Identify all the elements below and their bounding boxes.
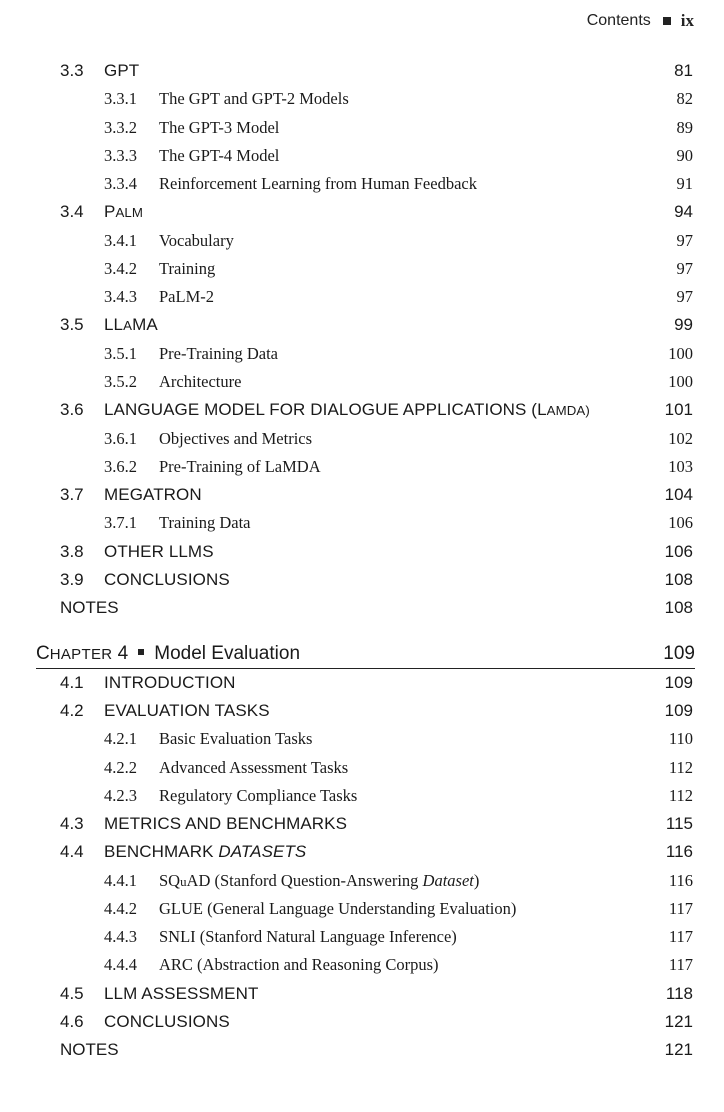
page-number: 97 [676, 287, 693, 306]
section-title: GPT [104, 61, 140, 80]
subsection-title: Objectives and Metrics [159, 429, 313, 448]
toc-entry-4-3[interactable] [0, 810, 724, 838]
toc-entry-3-3-3[interactable] [0, 142, 724, 170]
running-head [587, 10, 694, 32]
page-number: 118 [665, 984, 693, 1003]
running-head-label: Contents [586, 12, 651, 29]
section-number: 4.1 [60, 673, 84, 692]
section-number: 3.6 [60, 400, 84, 419]
toc-entry-3-6-1[interactable] [0, 425, 724, 453]
subsection-title: SNLI (Stanford Natural Language Inference) [159, 927, 457, 946]
toc-entry-4-4-3[interactable] [0, 923, 724, 951]
page-number: 103 [668, 457, 693, 476]
title-part-italic: Dataset [422, 871, 474, 890]
section-number: 3.8 [60, 542, 84, 561]
subsection-title: Pre-Training Data [159, 344, 278, 363]
subsection-title: Vocabulary [159, 231, 234, 250]
subsection-number: 3.3.4 [104, 174, 137, 193]
toc-entry-3-7-1[interactable] [0, 509, 724, 537]
title-part: LANGUAGE MODEL FOR DIALOGUE APPLICATIONS (L [104, 400, 547, 419]
toc-entry-4-2-3[interactable] [0, 782, 724, 810]
toc-entry-3-3-1[interactable] [0, 85, 724, 113]
page-number: 99 [674, 315, 693, 334]
subsection-number: 3.4.1 [104, 231, 137, 250]
subsection-title: The GPT and GPT-2 Models [159, 89, 349, 108]
subsection-title: PaLM-2 [159, 287, 214, 306]
title-part: BENCHMARK [104, 842, 219, 861]
title-part-small-caps: A [123, 318, 133, 333]
page-number: 112 [668, 758, 693, 777]
toc-entry-3-4-3[interactable] [0, 283, 724, 311]
subsection-number: 3.4.2 [104, 259, 137, 278]
section-title [104, 838, 306, 866]
toc-entry-4-2-2[interactable] [0, 754, 724, 782]
toc-entry-3-5-1[interactable] [0, 340, 724, 368]
subsection-number: 4.2.2 [104, 758, 137, 777]
toc-entry-notes-ch4[interactable] [0, 1036, 724, 1064]
subsection-title: GLUE (General Language Understanding Evaluation) [159, 899, 517, 918]
chapter-4-heading[interactable] [36, 640, 695, 669]
subsection-number: 4.2.1 [104, 729, 137, 748]
page-number: 82 [676, 89, 693, 108]
page-number: 100 [668, 372, 693, 391]
title-part-small-caps: A [546, 403, 556, 418]
section-number: 3.5 [60, 315, 84, 334]
title-part-small-caps: MDA) [555, 403, 590, 418]
title-part: AD (Stanford Question-Answering [186, 871, 423, 890]
toc-entry-4-4-4[interactable] [0, 951, 724, 979]
section-title [104, 198, 143, 227]
page-number: 81 [674, 61, 693, 80]
subsection-number: 3.5.2 [104, 372, 137, 391]
toc-entry-3-6-2[interactable] [0, 453, 724, 481]
chapter-title: Model Evaluation [154, 643, 301, 664]
chapter-page-number: 109 [663, 643, 695, 664]
title-part: P [104, 202, 116, 221]
toc-entry-3-5-2[interactable] [0, 368, 724, 396]
section-number: 3.3 [60, 61, 84, 80]
page-number: 97 [676, 231, 693, 250]
subsection-number: 3.5.1 [104, 344, 137, 363]
page-number: 100 [668, 344, 693, 363]
page-number: 89 [676, 118, 693, 137]
subsection-title [159, 867, 479, 896]
square-bullet-icon [663, 17, 671, 25]
subsection-title: ARC (Abstraction and Reasoning Corpus) [159, 955, 439, 974]
title-part: SQ [159, 871, 181, 890]
page-number: 97 [676, 259, 693, 278]
page-number: 101 [664, 400, 693, 419]
title-part: ) [473, 871, 480, 890]
subsection-title: Training Data [159, 513, 251, 532]
subsection-title: Architecture [159, 372, 242, 391]
section-title: INTRODUCTION [104, 673, 236, 692]
section-number: 4.4 [60, 842, 84, 861]
page-number: 91 [676, 174, 693, 193]
subsection-number: 3.6.1 [104, 429, 137, 448]
toc-entry-3-6[interactable] [0, 396, 724, 424]
subsection-number: 4.4.3 [104, 927, 137, 946]
section-title [104, 311, 158, 340]
page-number: 110 [668, 729, 693, 748]
toc-entry-4-4-1[interactable] [0, 867, 724, 895]
section-title: OTHER LLMS [104, 542, 214, 561]
page-number: 106 [664, 542, 693, 561]
toc-entry-3-3[interactable] [0, 57, 724, 85]
page-number: 108 [664, 570, 693, 589]
subsection-number: 3.6.2 [104, 457, 137, 476]
section-title: CONCLUSIONS [104, 1012, 230, 1031]
subsection-title: Regulatory Compliance Tasks [159, 786, 358, 805]
subsection-number: 3.3.2 [104, 118, 137, 137]
page-number: 109 [664, 673, 693, 692]
notes-title: NOTES [60, 1040, 119, 1059]
section-number: 4.3 [60, 814, 84, 833]
page-number: 115 [665, 814, 693, 833]
subsection-number: 3.3.3 [104, 146, 137, 165]
title-part-small: u [180, 875, 187, 889]
page-number: 116 [665, 842, 693, 861]
section-title: METRICS AND BENCHMARKS [104, 814, 348, 833]
subsection-title: Advanced Assessment Tasks [159, 758, 349, 777]
toc-entry-3-3-2[interactable] [0, 114, 724, 142]
page-number: 121 [664, 1040, 693, 1059]
toc-entry-3-5[interactable] [0, 311, 724, 339]
subsection-number: 3.3.1 [104, 89, 137, 108]
subsection-number: 4.2.3 [104, 786, 137, 805]
subsection-number: 3.4.3 [104, 287, 137, 306]
chapter-label [36, 640, 300, 669]
subsection-title: The GPT-3 Model [159, 118, 280, 137]
page-number: 94 [674, 202, 693, 221]
toc-entry-4-2[interactable] [0, 697, 724, 725]
toc-entry-3-4[interactable] [0, 198, 724, 226]
page-number: 106 [668, 513, 693, 532]
toc-entry-4-4[interactable] [0, 838, 724, 866]
toc-entry-3-4-2[interactable] [0, 255, 724, 283]
toc-entry-3-8[interactable] [0, 538, 724, 566]
title-part: LL [104, 315, 124, 334]
toc-entry-3-3-4[interactable] [0, 170, 724, 198]
page-number: 90 [676, 146, 693, 165]
notes-title: NOTES [60, 598, 119, 617]
section-number: 4.5 [60, 984, 84, 1003]
section-number: 3.4 [60, 202, 84, 221]
page-number: 121 [664, 1012, 693, 1031]
section-number: 3.7 [60, 485, 84, 504]
section-number: 4.2 [60, 701, 84, 720]
title-part: MA [132, 315, 158, 334]
toc-entry-4-1[interactable] [0, 669, 724, 697]
subsection-title: The GPT-4 Model [159, 146, 280, 165]
subsection-title: Training [159, 259, 216, 278]
subsection-number: 4.4.2 [104, 899, 137, 918]
toc-entry-4-5[interactable] [0, 980, 724, 1008]
page-number: 104 [664, 485, 693, 504]
running-head-page-number: ix [680, 11, 694, 30]
page-number: 102 [668, 429, 693, 448]
toc-entry-4-2-1[interactable] [0, 725, 724, 753]
section-title: LLM ASSESSMENT [104, 984, 259, 1003]
subsection-number: 4.4.4 [104, 955, 137, 974]
toc-entry-4-6[interactable] [0, 1008, 724, 1036]
toc-entry-3-7[interactable] [0, 481, 724, 509]
page-number: 117 [668, 955, 693, 974]
page-number: 117 [668, 927, 693, 946]
section-title: MEGATRON [104, 485, 202, 504]
section-title [104, 396, 590, 425]
square-bullet-icon [138, 649, 144, 655]
subsection-title: Reinforcement Learning from Human Feedback [159, 174, 477, 193]
section-number: 3.9 [60, 570, 84, 589]
chapter-number: 4 [117, 643, 129, 664]
section-number: 4.6 [60, 1012, 84, 1031]
chapter-label-initial: C [36, 643, 50, 664]
toc-entry-4-4-2[interactable] [0, 895, 724, 923]
section-title: EVALUATION TASKS [104, 701, 270, 720]
page-number: 108 [664, 598, 693, 617]
subsection-number: 4.4.1 [104, 871, 137, 890]
chapter-label-small-caps: HAPTER [49, 646, 113, 663]
subsection-number: 3.7.1 [104, 513, 137, 532]
page-number: 117 [668, 899, 693, 918]
subsection-title: Pre-Training of LaMDA [159, 457, 321, 476]
subsection-title: Basic Evaluation Tasks [159, 729, 313, 748]
toc-entry-notes-ch3[interactable] [0, 594, 724, 622]
section-title: CONCLUSIONS [104, 570, 230, 589]
page-number: 112 [668, 786, 693, 805]
page-number: 109 [664, 701, 693, 720]
title-part-italic: DATASETS [218, 842, 307, 861]
title-part-small-caps: ALM [115, 205, 143, 220]
page-number: 116 [668, 871, 693, 890]
toc-entry-3-4-1[interactable] [0, 227, 724, 255]
toc-entry-3-9[interactable] [0, 566, 724, 594]
